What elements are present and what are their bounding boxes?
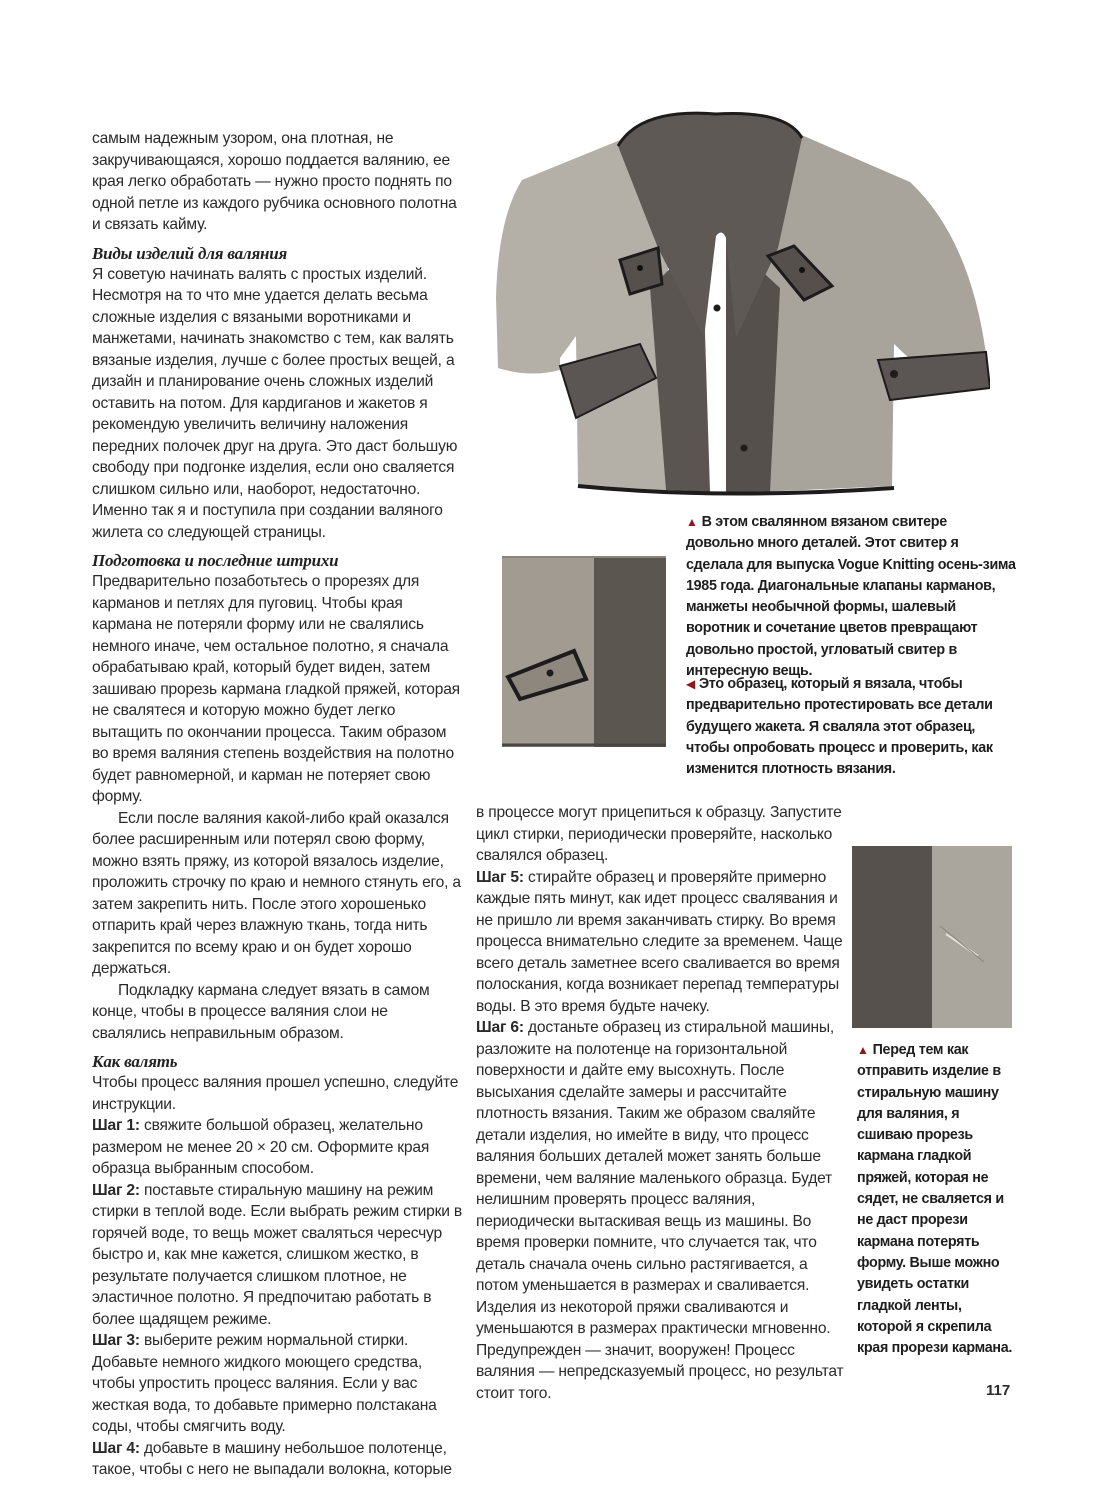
heading-how: Как валять — [92, 1052, 178, 1071]
step-3-text: выберите режим нормальной стирки. Добавьте немного жидкого моющего средства, чтобы упростить процесс валяния. Если у вас жесткая вода, то добавьте примерно полстакана соды, чтобы смягчить воду. — [92, 1332, 437, 1435]
how-intro: Чтобы процесс валяния прошел успешно, следуйте инструкции. — [92, 1074, 459, 1113]
step-3 — [92, 1330, 464, 1438]
step-1 — [92, 1115, 464, 1180]
pocket-swatch-photo — [850, 844, 1014, 1030]
middle-column — [476, 802, 846, 1404]
prep-paragraph-3: Подкладку кармана следует вязать в самом конце, чтобы в процессе валяния слои не свалялись неправильным образом. — [92, 981, 430, 1042]
caption-arrow-left-icon: ◀ — [686, 677, 695, 691]
step-6-label: Шаг 6: — [476, 1019, 524, 1036]
step-3-label: Шаг 3: — [92, 1332, 140, 1349]
step-2-text: поставьте стиральную машину на режим стирки в теплой воде. Если выбрать режим стирки в горячей воде, то вещь может сваляться чересчур быстро и, как мне кажется, слишком жестко, в результате получается слишком плотное, не эластичное полотно. Я предпочитаю работать в более щадящем режиме. — [92, 1181, 462, 1328]
step-2 — [92, 1180, 464, 1331]
caption-arrow-up-icon: ▲ — [857, 1043, 869, 1057]
step-1-text: свяжите большой образец, желательно размером не менее 20 × 20 см. Оформите края образца выбранным способом. — [92, 1117, 430, 1177]
caption-arrow-up-icon: ▲ — [686, 515, 698, 529]
step-5 — [476, 867, 846, 1018]
swatch-caption — [686, 674, 1016, 780]
step-6-text: достаньте образец из стиральной машины, разложите на полотенце на горизонтальной поверхности и дайте ему высохнуть. После высыхания сделайте замеры и рассчитайте плотность вязания. Таким же образом сваляйте детали изделия, но имейте в виду, что процесс валяния больших деталей может занять больше времени, чем валяние маленького образца. Будет нелишним проверять процесс валяния, периодически вытаскивая вещь из машины. Во время проверки помните, что случается так, что деталь сначала очень сильно растягивается, а потом уменьшается в размерах и сваливается. Изделия из некоторой пряжи сваливаются и уменьшаются в размерах практически мгновенно. Предупрежден — значит, вооружен! Процесс валяния — непредсказуемый процесс, но результат стоит того. — [476, 1019, 844, 1402]
step-4-continued: в процессе могут прицепиться к образцу. Запустите цикл стирки, периодически проверяйте, насколько свалялся образец. — [476, 804, 842, 864]
swatch-caption-text: Это образец, который я вязала, чтобы предварительно протестировать все детали будущего жакета. Я сваляла этот образец, чтобы опробовать процесс и проверить, как изменится плотность вязания. — [686, 676, 993, 778]
heading-prep: Подготовка и последние штрихи — [92, 551, 339, 570]
step-5-label: Шаг 5: — [476, 868, 524, 886]
page-number: 117 — [986, 1382, 1011, 1399]
step-4 — [92, 1438, 464, 1481]
step-2-label: Шаг 2: — [92, 1181, 140, 1199]
sweater-caption — [686, 512, 1016, 682]
pocket-caption-text: Перед тем как отправить изделие в стиральную машину для валяния, я сшиваю прорезь кармана гладкой пряжей, которая не сядет, не сваляется и не даст прорези кармана потерять форму. Выше можно увидеть остатки гладкой ленты, которой я скрепила края прорези кармана. — [857, 1042, 1013, 1357]
prep-paragraph-2: Если после валяния какой-либо край оказался более расширенным или потерял свою форму, можно взять пряжу, из которой вязалось изделие, проложить строчку по краю и немного стянуть его, а затем закрепить нить. После этого хорошенько отпарить край через влажную ткань, тогда нить закрепится по всему краю и он будет хорошо держаться. — [92, 809, 461, 977]
intro-paragraph: самым надежным узором, она плотная, не закручивающаяся, хорошо поддается валянию, ее края легко обработать — нужно просто поднять по одной петле из каждого рубчика основного полотна и связать кайму. — [92, 130, 457, 233]
left-column — [92, 128, 464, 1481]
step-5-text: стирайте образец и проверяйте примерно каждые пять минут, как идет процесс свалявания и не пришло ли время заканчивать стирку. Во время процесса внимательно следите за временем. Чаще всего деталь заметнее всего сваливается во время полоскания, когда возникает перепад температуры воды. В это время будьте начеку. — [476, 868, 843, 1015]
prep-paragraph-1: Предварительно позаботьтесь о прорезях для карманов и петлях для пуговиц. Чтобы края кармана не потеряли форму или не свалялись немного иначе, чем остальное полотно, я сначала обрабатываю край, который будет виден, затем зашиваю прорезь кармана гладкой пряжей, которая не свалятеся и которую можно будет легко вытащить по окончании процесса. Таким образом во время валяния степень воздействия на полотно будет равномерной, и карман не потеряет свою форму. — [92, 573, 460, 805]
pocket-caption — [857, 1040, 1017, 1359]
swatch-photo — [498, 555, 670, 750]
step-6 — [476, 1017, 846, 1404]
step-4-text: добавьте в машину небольшое полотенце, такое, чтобы с него не выпадали волокна, которые — [92, 1439, 452, 1478]
sweater-caption-text: В этом свалянном вязаном свитере довольно много деталей. Этот свитер я сделала для выпуска Vogue Knitting осень-зима 1985 года. Диагональные клапаны карманов, манжеты необычной формы, шалевый воротник и сочетание цветов превращают довольно простой, угловатый свитер в интересную вещь. — [686, 514, 1016, 680]
felted-sweater-photo — [490, 108, 990, 498]
step-1-label: Шаг 1: — [92, 1117, 140, 1134]
step-4-label: Шаг 4: — [92, 1439, 140, 1457]
heading-types: Виды изделий для валяния — [92, 243, 288, 263]
types-paragraph: Я советую начинать валять с простых изделий. Несмотря на то что мне удается делать весьма сложные изделия с вязаными воротниками и манжетами, начинать знакомство с тем, как валять вязаные изделия, лучше с более простых вещей, а дизайн и планирование очень сложных изделий оставить на потом. Для кардиганов и жакетов я рекомендую увеличить величину наложения передних полочек друг на друга. Это даст большую свободу при подгонке изделия, если оно сваляется слишком сильно или, наоборот, недостаточно. Именно так я и поступила при создании валяного жилета со следующей страницы. — [92, 265, 458, 541]
